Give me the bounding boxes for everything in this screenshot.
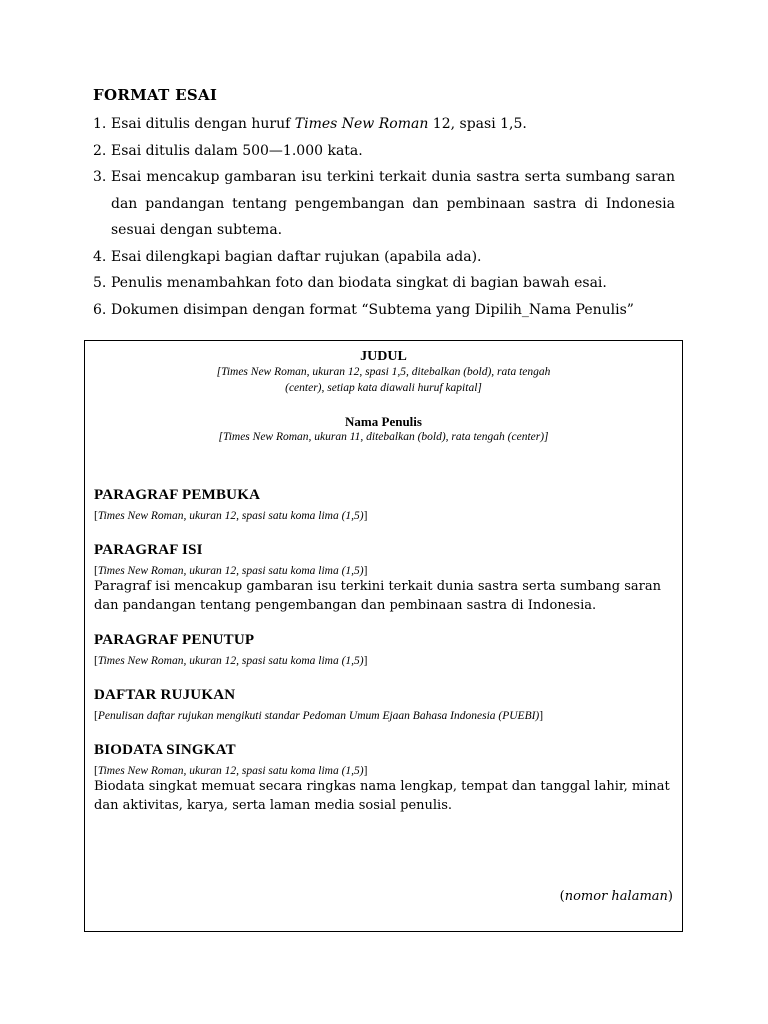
- section-penutup: [94, 632, 679, 667]
- section-body: Biodata singkat memuat secara ringkas nama lengkap, tempat dan tanggal lahir, minat dan aktivitas, karya, serta laman media sosial penulis.: [94, 779, 670, 813]
- page-number: (nomor halaman): [559, 889, 673, 904]
- list-item: 1. Esai ditulis dengan huruf Times New Roman 12, spasi 1,5.: [93, 116, 527, 132]
- section-note: [Times New Roman, ukuran 12, spasi satu koma lima (1,5)]: [94, 565, 368, 577]
- list-item: 5. Penulis menambahkan foto dan biodata singkat di bagian bawah esai.: [93, 275, 607, 291]
- section-title: BIODATA SINGKAT: [94, 742, 236, 758]
- list-item: 6. Dokumen disimpan dengan format “Subtema yang Dipilih_Nama Penulis”: [93, 301, 634, 318]
- format-list: [93, 111, 675, 323]
- section-isi: [94, 542, 679, 615]
- essay-template-box: [84, 340, 683, 932]
- template-author: Nama Penulis: [345, 414, 422, 429]
- section-note: [Times New Roman, ukuran 12, spasi satu koma lima (1,5)]: [94, 765, 368, 777]
- format-heading: FORMAT ESAI: [93, 86, 218, 104]
- list-item: 2. Esai ditulis dalam 500—1.000 kata.: [93, 142, 363, 159]
- section-rujukan: [94, 687, 679, 722]
- list-item: 3. Esai mencakup gambaran isu terkini terkait dunia sastra serta sumbang saran dan pandangan tentang pengembangan dan pembinaan sastra di Indonesia sesuai dengan subtema.: [93, 169, 675, 238]
- template-title-note: [Times New Roman, ukuran 12, spasi 1,5, ditebalkan (bold), rata tengah (center), setiap kata diawali huruf kapital]: [216, 366, 551, 394]
- section-title: PARAGRAF PENUTUP: [94, 632, 255, 648]
- list-item: 4. Esai dilengkapi bagian daftar rujukan (apabila ada).: [93, 248, 482, 265]
- section-pembuka: [94, 487, 679, 522]
- section-note: [Times New Roman, ukuran 12, spasi satu koma lima (1,5)]: [94, 655, 368, 667]
- section-note: [Penulisan daftar rujukan mengikuti standar Pedoman Umum Ejaan Bahasa Indonesia (PUEBI)]: [94, 710, 544, 722]
- section-title: PARAGRAF ISI: [94, 542, 203, 558]
- section-title: DAFTAR RUJUKAN: [94, 687, 236, 703]
- section-note: [Times New Roman, ukuran 12, spasi satu koma lima (1,5)]: [94, 510, 368, 522]
- section-biodata: [94, 742, 679, 815]
- section-title: PARAGRAF PEMBUKA: [94, 487, 261, 503]
- section-body: Paragraf isi mencakup gambaran isu terkini terkait dunia sastra serta sumbang saran dan pandangan tentang pengembangan dan pembinaan sastra di Indonesia.: [94, 579, 661, 613]
- template-title: JUDUL: [360, 349, 407, 364]
- template-author-note: [Times New Roman, ukuran 11, ditebalkan (bold), rata tengah (center)]: [218, 431, 549, 443]
